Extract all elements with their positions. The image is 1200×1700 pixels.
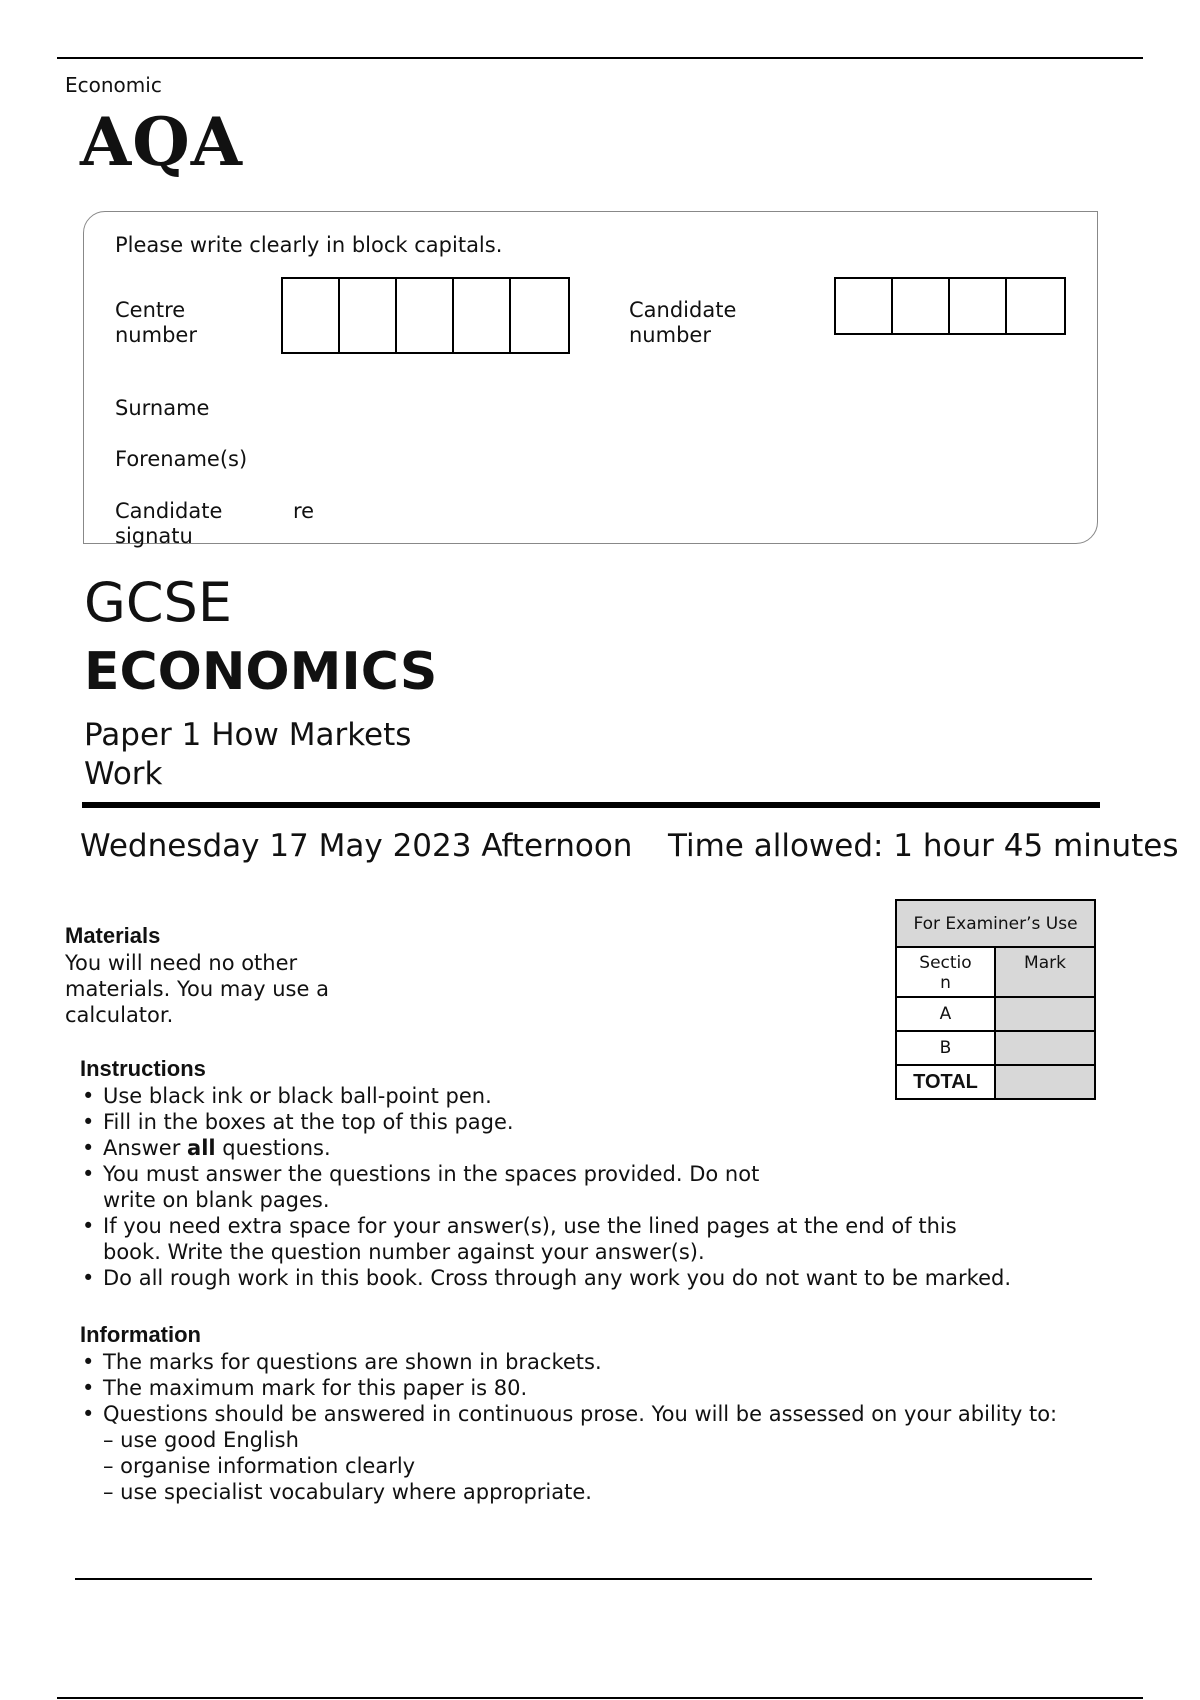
section-column-header: Sectio n — [896, 947, 995, 997]
list-item: • You must answer the questions in the spaces provided. Do not write on blank pages. — [80, 1161, 1011, 1213]
candidate-number-label: Candidate number — [629, 298, 737, 347]
instructions-heading: Instructions — [80, 1056, 206, 1081]
mark-column-header: Mark — [995, 947, 1095, 997]
candidate-number-digit[interactable] — [893, 279, 950, 333]
paper-title: Paper 1 How Markets Work — [84, 717, 412, 792]
information-list — [80, 1349, 1057, 1505]
list-item: – use good English — [103, 1428, 299, 1452]
list-item: • Do all rough work in this book. Cross through any work you do not want to be marked. — [80, 1265, 1011, 1291]
time-allowed: Time allowed: 1 hour 45 minutes — [668, 828, 1179, 864]
candidate-number-digit[interactable] — [950, 279, 1007, 333]
title-rule — [82, 802, 1100, 808]
centre-number-digit[interactable] — [454, 279, 511, 352]
list-item: • Questions should be answered in continuous prose. You will be assessed on your ability to: – use good English – organise information clearly – use specialist vocabulary where appropriate. — [80, 1401, 1057, 1505]
materials-text: You will need no other materials. You may use a calculator. — [65, 951, 329, 1027]
total-cell: TOTAL — [896, 1065, 995, 1099]
list-item: • If you need extra space for your answer(s), use the lined pages at the end of this book. Write the question number against your answer(s). — [80, 1213, 1011, 1265]
bottom-rule — [57, 1697, 1143, 1699]
list-item: • The marks for questions are shown in brackets. — [80, 1349, 1057, 1375]
aqa-logo: AQA — [80, 103, 243, 181]
running-head: Economic — [65, 73, 162, 97]
section-b-cell: B — [896, 1031, 995, 1065]
list-item: • Use black ink or black ball-point pen. — [80, 1083, 1011, 1109]
section-a-mark — [995, 997, 1095, 1031]
instructions-list — [80, 1083, 1011, 1291]
section-b-mark — [995, 1031, 1095, 1065]
candidate-number-digit[interactable] — [836, 279, 893, 333]
centre-number-digit[interactable] — [340, 279, 397, 352]
examiner-table-heading: For Examiner’s Use — [896, 900, 1095, 947]
emphasis-all: all — [187, 1136, 216, 1160]
assessment-criteria — [103, 1427, 1057, 1505]
list-item: • The maximum mark for this paper is 80. — [80, 1375, 1057, 1401]
exam-date: Wednesday 17 May 2023 Afternoon — [80, 828, 633, 864]
block-capitals-prompt: Please write clearly in block capitals. — [115, 233, 503, 257]
centre-number-boxes[interactable] — [281, 277, 570, 354]
information-heading: Information — [80, 1322, 201, 1347]
candidate-number-boxes[interactable] — [834, 277, 1066, 335]
surname-label: Surname — [115, 396, 210, 420]
subject-title: ECONOMICS — [84, 642, 438, 702]
forename-label: Forename(s) — [115, 447, 248, 471]
list-item: – use specialist vocabulary where appropriate. — [103, 1480, 592, 1504]
candidate-signature-label: Candidate signatu — [115, 499, 223, 548]
centre-number-digit[interactable] — [283, 279, 340, 352]
list-item: – organise information clearly — [103, 1454, 416, 1478]
materials-heading: Materials — [65, 923, 161, 948]
footer-rule — [75, 1578, 1092, 1580]
centre-number-label: Centre number — [115, 298, 197, 347]
qualification-title: GCSE — [84, 571, 232, 634]
candidate-details-box — [83, 211, 1098, 548]
list-item: • Fill in the boxes at the top of this page. — [80, 1109, 1011, 1135]
section-a-cell: A — [896, 997, 995, 1031]
examiner-use-table — [895, 899, 1096, 1100]
candidate-signature-label-fragment: re — [293, 499, 315, 523]
top-rule — [57, 57, 1143, 59]
list-item: • Answer all questions. — [80, 1135, 1011, 1161]
centre-number-digit[interactable] — [511, 279, 568, 352]
centre-number-digit[interactable] — [397, 279, 454, 352]
candidate-number-digit[interactable] — [1007, 279, 1064, 333]
